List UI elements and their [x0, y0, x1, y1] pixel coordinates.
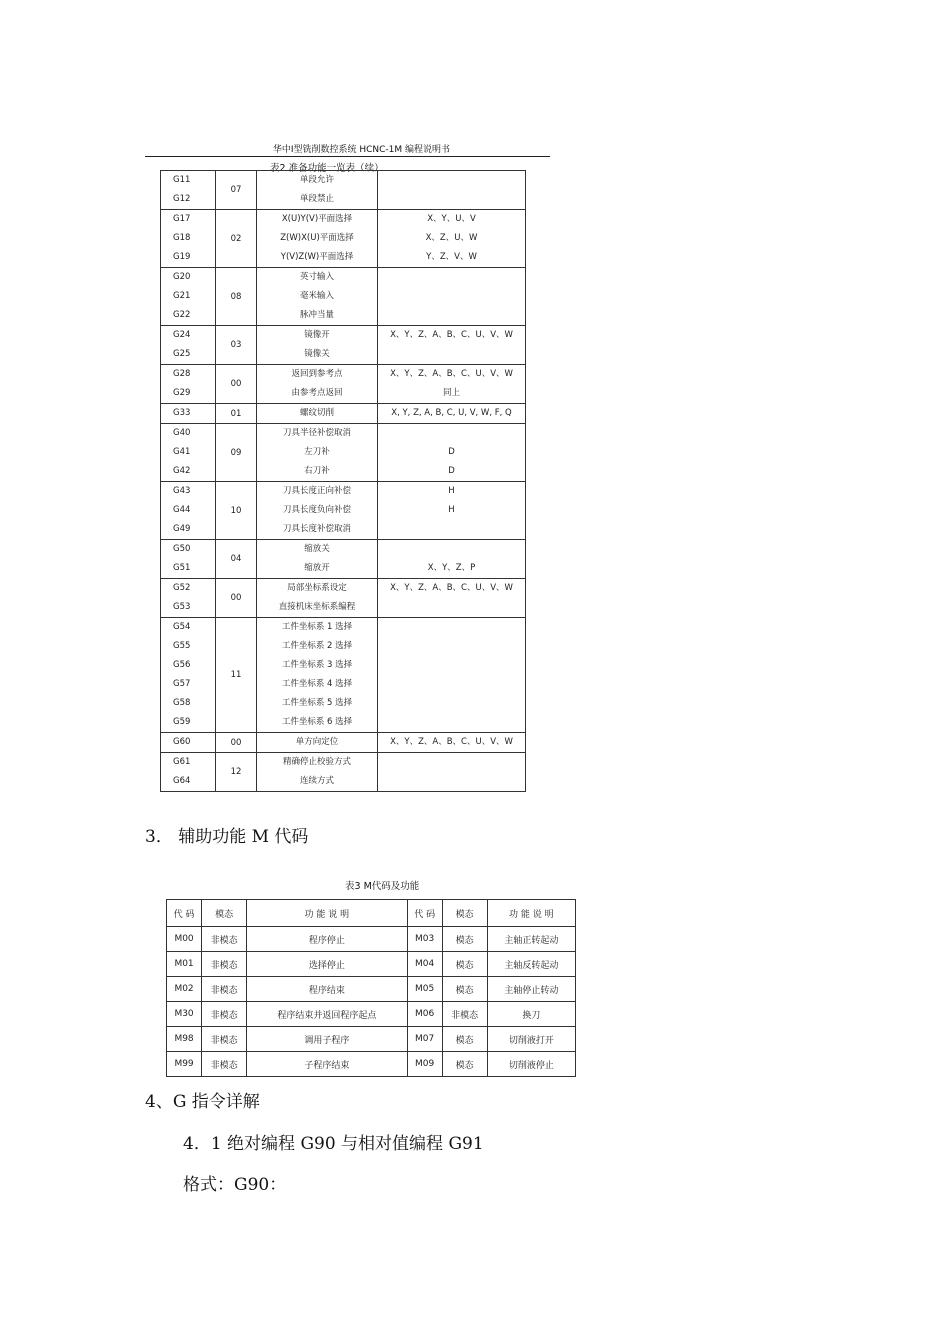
table3-cell: 主轴停止转动 [487, 977, 575, 1002]
g-code-cell-line: G49 [173, 524, 191, 534]
table3-cell: M30 [167, 1002, 202, 1027]
g-code-cell [161, 618, 216, 733]
param-cell-line: H [448, 505, 455, 515]
table2-row [161, 424, 526, 482]
g-code-cell-line: G42 [173, 466, 191, 476]
param-cell [378, 326, 526, 365]
param-cell-line [378, 656, 525, 675]
group-cell: 08 [216, 268, 257, 326]
g-code-cell-line: G28 [173, 369, 191, 379]
group-cell: 00 [216, 365, 257, 404]
function-cell [257, 210, 378, 268]
group-cell: 12 [216, 753, 257, 792]
param-cell-line: Y、Z、V、W [426, 252, 477, 262]
table3-cell: 非模态 [442, 1002, 487, 1027]
table3-cell: M04 [407, 952, 442, 977]
function-cell-line: 单段禁止 [299, 194, 334, 204]
table2-row [161, 365, 526, 404]
group-cell: 10 [216, 482, 257, 540]
param-cell-line: X、Y、Z、A、B、C、U、V、W [390, 369, 513, 379]
g-code-cell-line: G33 [173, 408, 191, 418]
function-cell-line: Z(W)X(U)平面选择 [280, 233, 354, 243]
param-cell-line [378, 598, 525, 617]
g-code-cell-line: G18 [173, 233, 191, 243]
g-code-cell [161, 404, 216, 424]
function-cell-line: 连续方式 [299, 776, 334, 786]
function-cell-line: 螺纹切削 [299, 408, 334, 418]
param-cell-line [378, 287, 525, 306]
param-cell [378, 540, 526, 579]
function-cell [257, 540, 378, 579]
param-cell-line: D [448, 466, 455, 476]
function-cell-line: 镜像开 [304, 330, 330, 340]
table3-header-cell: 功 能 说 明 [247, 900, 408, 927]
param-cell-line [378, 306, 525, 325]
g-code-cell [161, 326, 216, 365]
table2-row [161, 171, 526, 210]
section3-heading: 3． 辅助功能 M 代码 [145, 827, 309, 847]
section4-heading: 4、G 指令详解 [145, 1092, 260, 1112]
function-cell-line: 工件坐标系 4 选择 [281, 679, 353, 689]
param-cell [378, 733, 526, 753]
function-cell-line: 工件坐标系 2 选择 [281, 641, 353, 651]
function-cell-line: 返回到参考点 [291, 369, 343, 379]
table3-cell: 模态 [442, 927, 487, 952]
param-cell [378, 404, 526, 424]
function-cell-line: 工件坐标系 1 选择 [281, 622, 353, 632]
function-cell [257, 424, 378, 482]
table3-header-cell: 模态 [202, 900, 247, 927]
g-code-cell [161, 482, 216, 540]
group-cell: 02 [216, 210, 257, 268]
table2-row [161, 579, 526, 618]
function-cell-line: 英寸输入 [299, 272, 334, 282]
g-code-cell-line: G50 [173, 544, 191, 554]
g-code-cell-line: G43 [173, 486, 191, 496]
function-cell-line: 单段允许 [299, 175, 334, 185]
table2-row [161, 210, 526, 268]
table3-header-cell: 代 码 [407, 900, 442, 927]
param-cell-line [378, 190, 525, 209]
table3-cell: 程序结束 [247, 977, 408, 1002]
table3-cell: M98 [167, 1027, 202, 1052]
g-code-cell-line: G24 [173, 330, 191, 340]
param-cell-line [378, 520, 525, 539]
function-cell-line: 工件坐标系 3 选择 [281, 660, 353, 670]
table3-cell: 模态 [442, 1052, 487, 1077]
g-code-cell-line: G19 [173, 252, 191, 262]
group-cell: 11 [216, 618, 257, 733]
function-cell-line: 毫米输入 [299, 291, 334, 301]
param-cell-line [378, 694, 525, 713]
table3-row [167, 1052, 576, 1077]
table3-cell: 非模态 [202, 952, 247, 977]
function-cell [257, 326, 378, 365]
g-code-cell-line: G60 [173, 737, 191, 747]
param-cell-line: X, Y, Z, A, B, C, U, V, W, F, Q [391, 408, 512, 418]
g-code-cell-line: G56 [173, 660, 191, 670]
group-cell: 00 [216, 733, 257, 753]
g-code-cell-line: G25 [173, 349, 191, 359]
function-cell-line: 缩放开 [304, 563, 330, 573]
g-code-cell-line: G55 [173, 641, 191, 651]
g-code-cell-line: G51 [173, 563, 191, 573]
function-cell [257, 618, 378, 733]
param-cell [378, 424, 526, 482]
param-cell-line [378, 171, 525, 190]
g-code-cell [161, 365, 216, 404]
g-code-cell-line: G20 [173, 272, 191, 282]
function-cell-line: 脉冲当量 [299, 310, 334, 320]
function-cell-line: 直接机床坐标系编程 [278, 602, 356, 612]
function-cell-line: 刀具半径补偿取消 [282, 428, 351, 438]
table3-header-cell: 功 能 说 明 [487, 900, 575, 927]
table3-cell: 非模态 [202, 927, 247, 952]
function-cell-line: 精确停止校验方式 [282, 757, 351, 767]
param-cell-line [378, 540, 525, 559]
g-code-cell-line: G52 [173, 583, 191, 593]
table3-cell: 调用子程序 [247, 1027, 408, 1052]
g-code-cell [161, 424, 216, 482]
param-cell [378, 268, 526, 326]
g-code-cell-line: G41 [173, 447, 191, 457]
function-cell [257, 365, 378, 404]
table3-cell: 模态 [442, 952, 487, 977]
g-code-cell-line: G11 [173, 175, 191, 185]
function-cell-line: 刀具长度正向补偿 [282, 486, 351, 496]
table2-row [161, 753, 526, 792]
param-cell [378, 618, 526, 733]
table2-row [161, 618, 526, 733]
param-cell-line: X、Y、Z、A、B、C、U、V、W [390, 737, 513, 747]
g-code-cell-line: G53 [173, 602, 191, 612]
table2-row [161, 268, 526, 326]
g-code-cell-line: G40 [173, 428, 191, 438]
function-cell-line: 镜像关 [304, 349, 330, 359]
g-code-cell [161, 540, 216, 579]
table3-cell: 子程序结束 [247, 1052, 408, 1077]
group-cell: 09 [216, 424, 257, 482]
g-code-cell-line: G64 [173, 776, 191, 786]
function-cell-line: 缩放关 [304, 544, 330, 554]
table2-row [161, 404, 526, 424]
table3-cell: 主轴正转起动 [487, 927, 575, 952]
param-cell-line: X、Y、U、V [427, 214, 476, 224]
table3-m-codes [166, 899, 576, 1077]
table3-cell: 切削液打开 [487, 1027, 575, 1052]
g-code-cell [161, 733, 216, 753]
table3-cell: M03 [407, 927, 442, 952]
g-code-cell [161, 210, 216, 268]
g-code-cell-line: G57 [173, 679, 191, 689]
g-code-cell [161, 579, 216, 618]
param-cell-line: X、Z、U、W [425, 233, 478, 243]
param-cell-line [378, 268, 525, 287]
table3-cell: 切削液停止 [487, 1052, 575, 1077]
param-cell-line [378, 713, 525, 732]
table3-cell: 选择停止 [247, 952, 408, 977]
table3-cell: 主轴反转起动 [487, 952, 575, 977]
g-code-cell [161, 753, 216, 792]
g-code-cell-line: G21 [173, 291, 191, 301]
function-cell-line: 单方向定位 [295, 737, 339, 747]
table3-row [167, 952, 576, 977]
param-cell-line: H [448, 486, 455, 496]
table2-row [161, 540, 526, 579]
function-cell-line: 工件坐标系 6 选择 [281, 717, 353, 727]
table3-cell: 非模态 [202, 1027, 247, 1052]
table3-row [167, 977, 576, 1002]
table3-cell: M99 [167, 1052, 202, 1077]
table3-header-cell: 代 码 [167, 900, 202, 927]
table3-row [167, 1027, 576, 1052]
table3-cell: M05 [407, 977, 442, 1002]
table2-g-codes [160, 170, 526, 792]
table3-cell: 非模态 [202, 1002, 247, 1027]
function-cell [257, 171, 378, 210]
function-cell-line: X(U)Y(V)平面选择 [281, 214, 353, 224]
g-code-cell-line: G12 [173, 194, 191, 204]
g-code-cell-line: G59 [173, 717, 191, 727]
param-cell-line: X、Y、Z、A、B、C、U、V、W [390, 583, 513, 593]
param-cell [378, 365, 526, 404]
table3-cell: 换刀 [487, 1002, 575, 1027]
group-cell: 01 [216, 404, 257, 424]
g-code-cell [161, 171, 216, 210]
function-cell [257, 753, 378, 792]
param-cell-line [378, 618, 525, 637]
function-cell [257, 733, 378, 753]
function-cell [257, 482, 378, 540]
function-cell-line: Y(V)Z(W)平面选择 [280, 252, 354, 262]
table2-row [161, 733, 526, 753]
group-cell: 07 [216, 171, 257, 210]
table3-cell: 程序停止 [247, 927, 408, 952]
running-header-text: 华中Ⅰ型铣削数控系统 HCNC-1M 编程说明书 [272, 145, 450, 155]
param-cell-line [378, 772, 525, 791]
param-cell-line [378, 345, 525, 364]
param-cell-line [378, 753, 525, 772]
g-code-cell-line: G29 [173, 388, 191, 398]
function-cell-line: 工件坐标系 5 选择 [281, 698, 353, 708]
table2-row [161, 482, 526, 540]
table3-cell: 非模态 [202, 1052, 247, 1077]
param-cell [378, 482, 526, 540]
g-code-cell [161, 268, 216, 326]
g-code-cell-line: G54 [173, 622, 191, 632]
function-cell-line: 局部坐标系设定 [287, 583, 347, 593]
param-cell-line [378, 675, 525, 694]
table3-cell: M09 [407, 1052, 442, 1077]
param-cell-line: X、Y、Z、A、B、C、U、V、W [390, 330, 513, 340]
param-cell-line: 同上 [442, 388, 460, 398]
param-cell-line: D [448, 447, 455, 457]
table3-cell: 非模态 [202, 977, 247, 1002]
format-line: 格式：G90： [183, 1175, 287, 1195]
function-cell [257, 268, 378, 326]
g-code-cell-line: G17 [173, 214, 191, 224]
param-cell [378, 753, 526, 792]
function-cell [257, 579, 378, 618]
param-cell [378, 171, 526, 210]
table3-cell: M00 [167, 927, 202, 952]
table3-cell: M07 [407, 1027, 442, 1052]
param-cell-line [378, 424, 525, 443]
g-code-cell-line: G61 [173, 757, 191, 767]
table3-cell: M02 [167, 977, 202, 1002]
function-cell-line: 刀具长度负向补偿 [282, 505, 351, 515]
table3-caption: 表3 M代码及功能 [345, 881, 420, 892]
function-cell [257, 404, 378, 424]
function-cell-line: 刀具长度补偿取消 [282, 524, 351, 534]
table2-row [161, 326, 526, 365]
table3-header-cell: 模态 [442, 900, 487, 927]
table3-cell: M06 [407, 1002, 442, 1027]
table3-row [167, 1002, 576, 1027]
g-code-cell-line: G58 [173, 698, 191, 708]
function-cell-line: 左刀补 [304, 447, 330, 457]
g-code-cell-line: G44 [173, 505, 191, 515]
g-code-cell-line: G22 [173, 310, 191, 320]
param-cell-line: X、Y、Z、P [427, 563, 476, 573]
group-cell: 03 [216, 326, 257, 365]
group-cell: 00 [216, 579, 257, 618]
table3-cell: 模态 [442, 1027, 487, 1052]
table3-cell: 程序结束并返回程序起点 [247, 1002, 408, 1027]
section41-heading: 4．1 绝对编程 G90 与相对值编程 G91 [183, 1134, 484, 1154]
scan-running-header [145, 140, 550, 157]
table2-caption: 表2 准备功能一览表（续） [270, 163, 384, 174]
function-cell-line: 右刀补 [304, 466, 330, 476]
group-cell: 04 [216, 540, 257, 579]
table3-cell: M01 [167, 952, 202, 977]
function-cell-line: 由参考点返回 [291, 388, 343, 398]
param-cell [378, 579, 526, 618]
table3-row [167, 927, 576, 952]
param-cell-line [378, 637, 525, 656]
param-cell [378, 210, 526, 268]
table3-cell: 模态 [442, 977, 487, 1002]
